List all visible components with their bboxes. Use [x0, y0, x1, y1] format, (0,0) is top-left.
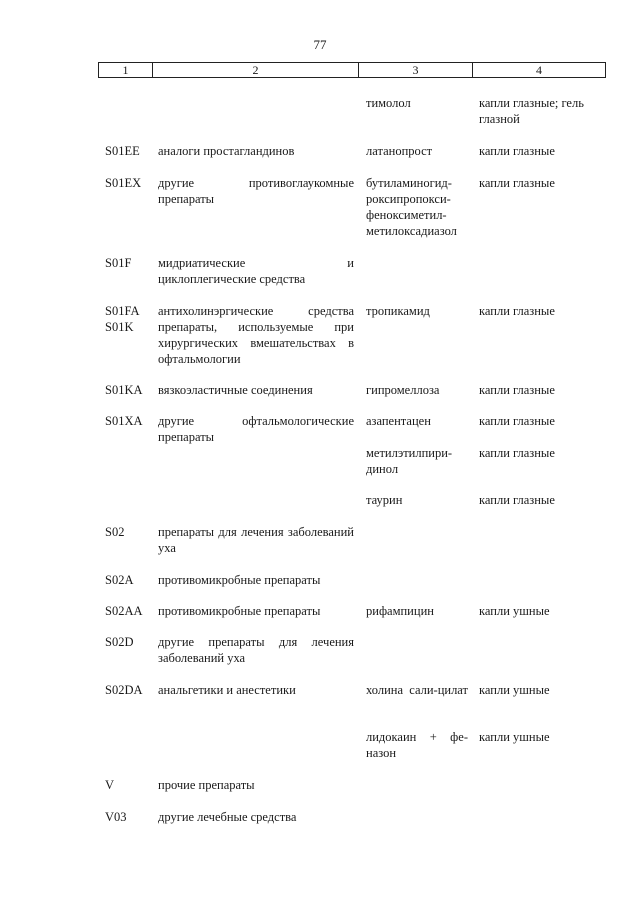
group-name: вязкоэластичные соединения: [158, 383, 313, 397]
drug-name: рифампицин: [366, 604, 434, 618]
group-name: другие противоглаукомные препараты: [158, 176, 354, 206]
group-name: аналоги простагландинов: [158, 144, 295, 158]
group-name: другие офтальмологические препараты: [158, 414, 354, 444]
group-name: анальгетики и анестетики: [158, 683, 296, 697]
atc-code: S01FA S01K: [105, 304, 139, 334]
group-name: другие препараты для лечения заболеваний уха: [158, 635, 354, 665]
dosage-form: капли глазные: [479, 176, 555, 190]
group-name: противомикробные препараты: [158, 573, 321, 587]
group-name: препараты для лечения заболеваний уха: [158, 525, 354, 555]
group-name: другие лечебные средства: [158, 810, 297, 824]
dosage-form: капли глазные: [479, 414, 555, 428]
drug-name: тимолол: [366, 96, 411, 110]
dosage-form: капли ушные: [479, 683, 550, 697]
atc-code: S02AA: [105, 604, 143, 618]
dosage-form: капли ушные: [479, 730, 550, 744]
header-col-3: 3: [359, 63, 473, 77]
dosage-form: капли глазные: [479, 493, 555, 507]
dosage-form: капли глазные: [479, 446, 555, 460]
drug-name: метилэтилпири-динол: [366, 446, 453, 476]
header-col-4: 4: [536, 63, 542, 77]
group-name: противомикробные препараты: [158, 604, 321, 618]
atc-code: S01F: [105, 256, 132, 270]
dosage-form: капли глазные; гель глазной: [479, 96, 584, 126]
dosage-form: капли глазные: [479, 304, 555, 318]
atc-code: S01XA: [105, 414, 143, 428]
group-name: мидриатические и циклоплегические средства: [158, 256, 354, 286]
drug-name: гипромеллоза: [366, 383, 440, 397]
drug-name: таурин: [366, 493, 403, 507]
header-col-2: 2: [153, 63, 359, 77]
group-name: антихолинэргические средства препараты, используемые при хирургических вмешательствах в офтальмологии: [158, 304, 354, 366]
page-number: 77: [313, 37, 327, 52]
atc-code: V: [105, 778, 115, 792]
atc-code: S02DA: [105, 683, 143, 697]
atc-code: S02D: [105, 635, 134, 649]
table-header: [98, 62, 606, 78]
drug-name: лидокаин + фе-назон: [366, 730, 468, 760]
group-name: прочие препараты: [158, 778, 255, 792]
header-col-1: 1: [99, 63, 153, 77]
atc-code: S01EX: [105, 176, 142, 190]
atc-code: S01KA: [105, 383, 143, 397]
atc-code: S02A: [105, 573, 134, 587]
dosage-form: капли глазные: [479, 144, 555, 158]
atc-code: S01EE: [105, 144, 140, 158]
drug-name: азапентацен: [366, 414, 431, 428]
dosage-form: капли ушные: [479, 604, 550, 618]
drug-name: тропикамид: [366, 304, 430, 318]
dosage-form: капли глазные: [479, 383, 555, 397]
atc-code: V03: [105, 810, 127, 824]
atc-code: S02: [105, 525, 125, 539]
drug-name: латанопрост: [366, 144, 433, 158]
drug-name: холина сали-цилат: [366, 683, 468, 697]
drug-name: бутиламиногид-роксипропокси-феноксиметил-метилоксадиазол: [366, 176, 457, 238]
